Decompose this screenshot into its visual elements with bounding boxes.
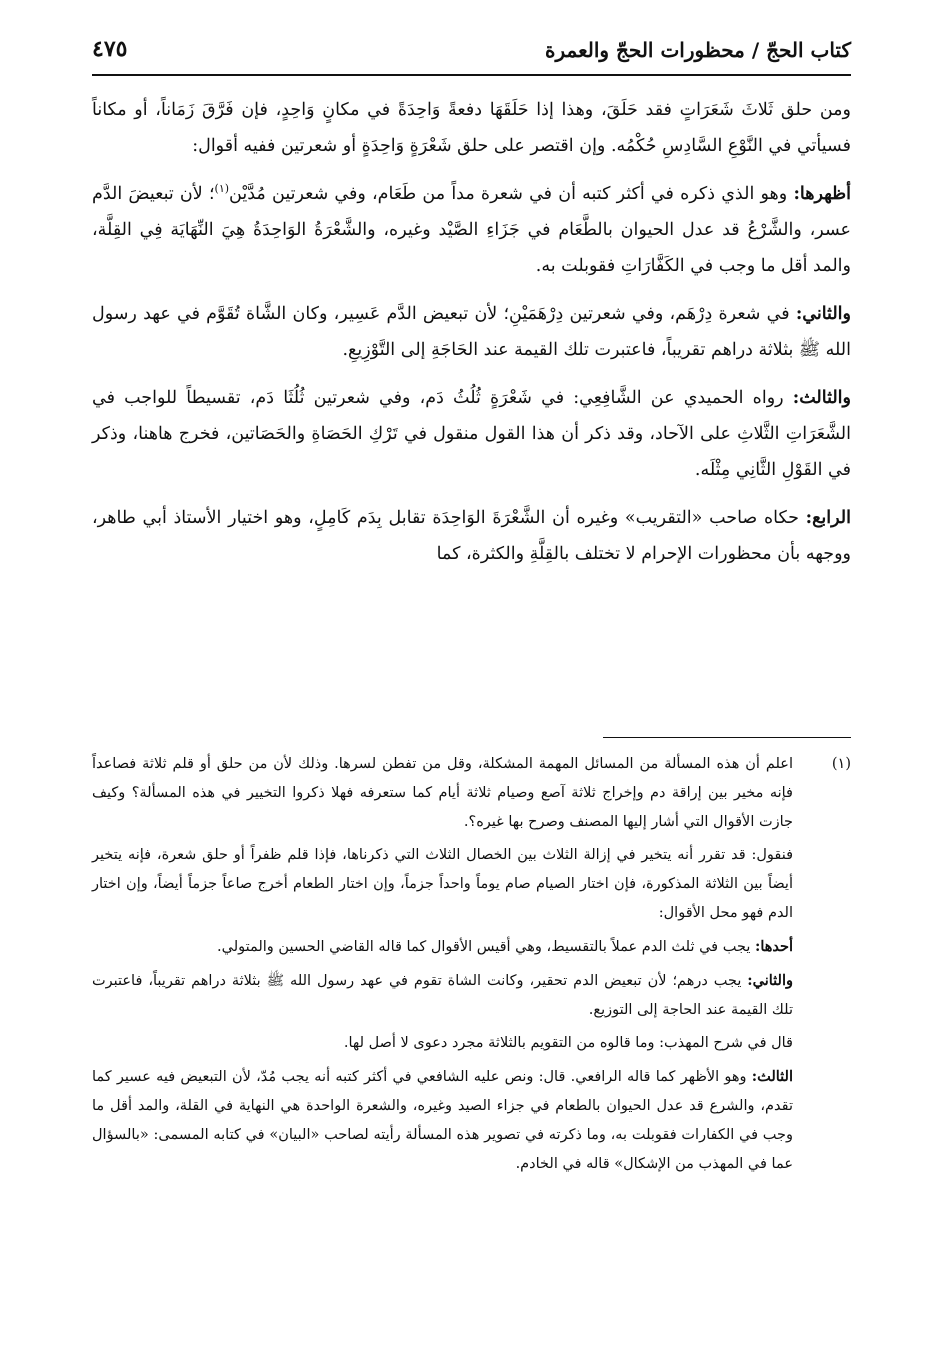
main-text — [92, 92, 851, 584]
paragraph-opinion-fourth — [92, 500, 851, 572]
footnote-first-text: يجب في ثلث الدم عملاً بالتقسيط، وهي أقيس الأقوال كما قاله القاضي الحسين والمتولي. — [217, 939, 755, 955]
header-divider — [92, 74, 851, 76]
paragraph-opinion-first — [92, 176, 851, 284]
paragraph-intro — [92, 92, 851, 164]
opinion-first-label: أظهرها: — [793, 184, 851, 204]
footnote-paragraph-4 — [92, 966, 793, 1025]
footnote-body — [92, 750, 793, 1179]
footnote-paragraph-6 — [92, 1062, 793, 1179]
opinion-second-text: في شعرة دِرْهَم، وفي شعرتين دِرْهَمَيْنِ؛ لأن تبعيض الدَّم عَسِير، وكان الشَّاة تُقَوَّم في عهد رسول الله ﷺ بثلاثة دراهم تقريباً، فاعتبرت تلك القيمة عند الحَاجَةِ إلى التَّوْزِيعِ. — [92, 304, 851, 360]
footnotes — [92, 750, 851, 1183]
footnote-second-label: والثاني: — [747, 972, 793, 989]
opinion-third-text: رواه الحميدي عن الشَّافِعِي: في شَعْرَةٍ ثُلُثُ دَم، وفي شعرتين ثُلُثَا دَم، تقسيطاً للواجب في الشَّعَرَاتِ الثَّلاثِ على الآحاد، وقد ذكر أن هذا القول منقول في تَرْكِ الحَصَاةِ والحَصَاتين، فخرج هاهنا، وذكر في القَوْلِ الثَّانِي مِثْلَه. — [92, 388, 851, 480]
footnote-paragraph-5: قال في شرح المهذب: وما قالوه من التقويم بالثلاثة مجرد دعوى لا أصل لها. — [343, 1035, 793, 1051]
footnote-paragraph-3 — [92, 932, 793, 962]
footnote-third-label: الثالث: — [751, 1068, 793, 1085]
footnote-second-text: يجب درهم؛ لأن تبعيض الدم تحقير، وكانت الشاة تقوم في عهد رسول الله ﷺ بثلاثة دراهم تقريباً، فاعتبرت تلك القيمة عند الحاجة إلى التوزيع. — [92, 973, 793, 1018]
footnote-divider — [603, 737, 851, 738]
footnote-paragraph-2: فنقول: قد تقرر أنه يتخير في إزالة الثلاث بين الخصال الثلاث التي ذكرناها، فإذا قلم ظفراً أو حلق شعرة، فإنه يتخير أيضاً بين الثلاثة المذكورة، فإن اختار الصيام صام يوماً واحداً جزماً، وإن اختار الطعام أخرج صاعاً جزماً أيضاً، وإن اختار الدم فهو محل الأقوال: — [92, 847, 793, 921]
opinion-third-label: والثالث: — [792, 388, 851, 408]
opinion-fourth-label: الرابع: — [805, 508, 851, 528]
opinion-fourth-text: حكاه صاحب «التقريب» وغيره أن الشَّعْرَةَ الوَاحِدَة تقابل بِدَم كَامِلٍ، وهو اختيار الأستاذ أبي طاهر، ووجهه بأن محظورات الإحرام لا تختلف بالقِلَّةِ والكثرة، كما — [92, 508, 851, 564]
opinion-first-text-b: ؛ لأن تبعيضَ الدَّم عسر، والشَّرْعُ قد عدل الحيوان بالطَّعَام في جَزَاءِ الصَّيْد وغيره، والشَّعْرَةُ الوَاحِدَةُ هِيَ النِّهَايَة فِي القِلَّة، والمد أقل ما وجب في الكَفَّارَاتِ فقوبلت به. — [92, 184, 851, 276]
footnote-paragraph-1: اعلم أن هذه المسألة من المسائل المهمة المشكلة، وقل من تفطن لسرها. وذلك لأن من حلق أو قلم ثلاثة فصاعداً فإنه مخير بين إراقة دم وإخراج ثلاثة آصع وصيام ثلاثة أيام كما ستعرفه فهلا ذكروا التخيير في هذه المسألة؟ وكيف جازت الأقوال التي أشار إليها المصنف وصرح بها غيره؟. — [92, 756, 793, 830]
opinion-second-label: والثاني: — [795, 304, 851, 324]
chapter-title: كتاب الحجّ / محظورات الحجّ والعمرة — [545, 38, 851, 62]
footnote-number: (١) — [831, 756, 851, 772]
paragraph-intro-text: ومن حلق ثَلاثَ شَعَرَاتٍ فقد حَلَقَ، وهذا إذا حَلَقَهَا دفعةً وَاحِدَةً في مكانٍ وَاحِدٍ، فإن فَرَّقَ زَمَاناً، أو مكاناً فسيأتي في النَّوْعِ السَّادِسِ حُكْمُه. وإن اقتصر على حلق شَعْرَةٍ وَاحِدَةٍ أو شعرتين ففيه أقوال: — [92, 100, 851, 156]
running-header — [92, 36, 851, 70]
page-number: ٤٧٥ — [92, 36, 128, 62]
footnote-third-text: وهو الأظهر كما قاله الرافعي. قال: ونص عليه الشافعي في أكثر كتبه أنه يجب مُدّ، لأن التبعيض فيه عسير كما تقدم، والشرع قد عدل الحيوان بالطعام في جزاء الصيد وغيره، والشعرة الواحدة هي النهاية في القلة، والمد أقل ما وجب في الكفارات فقوبلت به، وما ذكرته في تصوير هذه المسألة رأيته لصاحب «البيان» في كتابه المسمى: «بالسؤال عما في المهذب من الإشكال» قاله في الخادم. — [92, 1069, 793, 1172]
paragraph-opinion-third — [92, 380, 851, 488]
footnote-reference[interactable]: (١) — [214, 182, 230, 196]
footnote-first-label: أحدها: — [754, 938, 793, 955]
opinion-first-text-a: وهو الذي ذكره في أكثر كتبه أن في شعرة مداً من طَعَام، وفي شعرتين مُدَّيْن — [229, 184, 794, 204]
paragraph-opinion-second — [92, 296, 851, 368]
